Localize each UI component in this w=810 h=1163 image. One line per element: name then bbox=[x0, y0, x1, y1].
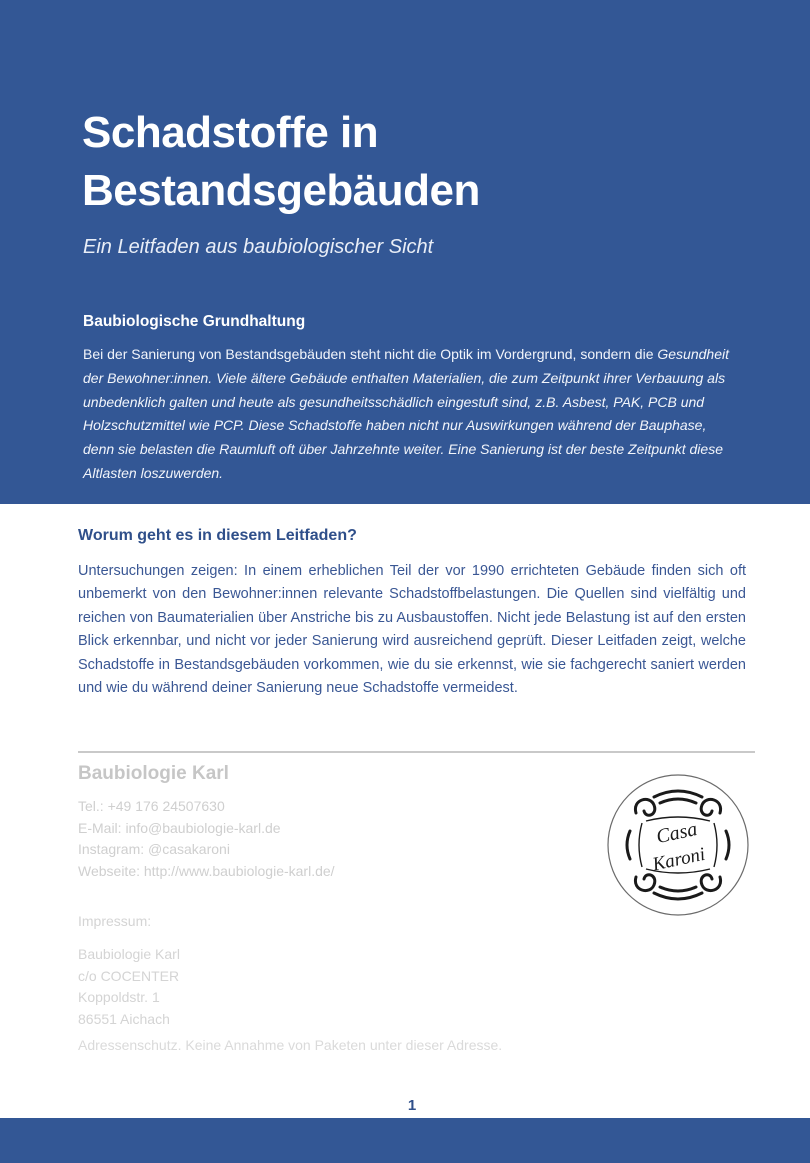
section-text bbox=[83, 343, 733, 486]
address-note: Adressenschutz. Keine Annahme von Paketen unter dieser Adresse. bbox=[78, 1037, 503, 1053]
address-line: Koppoldstr. 1 bbox=[78, 989, 160, 1005]
address-line: Baubiologie Karl bbox=[78, 946, 180, 962]
logo-text-karoni: Karoni bbox=[650, 843, 708, 876]
title-line-2: Bestandsgebäuden bbox=[82, 166, 480, 215]
intro-heading: Worum geht es in diesem Leitfaden? bbox=[78, 527, 357, 544]
address-line: 86551 Aichach bbox=[78, 1010, 170, 1027]
title-line-1: Schadstoffe in bbox=[82, 108, 379, 157]
contact-instagram: Instagram: @casakaroni bbox=[78, 841, 230, 857]
section-text-lead: Bei der Sanierung von Bestandsgebäuden steht nicht die Optik im Vordergrund, sondern die bbox=[83, 346, 658, 362]
logo-text-casa: Casa bbox=[654, 818, 700, 849]
contact-block bbox=[78, 796, 335, 882]
header-banner bbox=[0, 0, 810, 504]
section-text-italic: Gesundheit der Bewohner:innen. Viele ältere Gebäude enthalten Materialien, die zum Zeitpunkt ihrer Verbauung als unbedenklich galten und heute als gesundheitsschädlich eingestuft sind, z.B. Asbest, PAK, PCB und Holzschutzmittel wie PCP. Diese Schadstoffe haben nicht nur Auswirkungen während der Bauphase, denn sie belasten die Raumluft oft über Jahrzehnte weiter. Eine Sanierung ist der beste Zeitpunkt diese Altlasten loszuwerden. bbox=[83, 346, 729, 481]
contact-email: E-Mail: info@baubiologie-karl.de bbox=[78, 819, 281, 836]
footer-bar bbox=[0, 1118, 810, 1163]
casa-karoni-logo bbox=[606, 773, 750, 917]
intro-text: Untersuchungen zeigen: In einem erheblichen Teil der vor 1990 errichteten Gebäude finden sich oft unbemerkt von den Bewohner:innen relevante Schadstoffbelastungen. Die Quellen sind vielfältig und reichen von Baumaterialien über Anstriche bis zu Ausbaustoffen. Nicht jede Belastung ist auf den ersten Blick erkennbar, und nicht vor jeder Sanierung wird ausreichend geprüft. Dieser Leitfaden zeigt, welche Schadstoffe in Bestandsgebäuden vorkommen, wie du sie erkennst, wie sie fachgerecht saniert werden und wie du während deiner Sanierung neue Schadstoffe vermeidest. bbox=[78, 563, 746, 697]
page-title bbox=[82, 104, 702, 220]
divider bbox=[78, 751, 755, 753]
brand-name: Baubiologie Karl bbox=[78, 763, 229, 784]
page-number: 1 bbox=[407, 1097, 417, 1114]
contact-website: Webseite: http://www.baubiologie-karl.de/ bbox=[78, 862, 335, 879]
contact-phone: Tel.: +49 176 24507630 bbox=[78, 798, 225, 814]
impressum-label: Impressum: bbox=[78, 913, 152, 929]
address-block bbox=[78, 944, 180, 1030]
section-heading: Baubiologische Grundhaltung bbox=[83, 313, 306, 330]
page-subtitle: Ein Leitfaden aus baubiologischer Sicht bbox=[83, 236, 434, 258]
address-line: c/o COCENTER bbox=[78, 967, 180, 984]
